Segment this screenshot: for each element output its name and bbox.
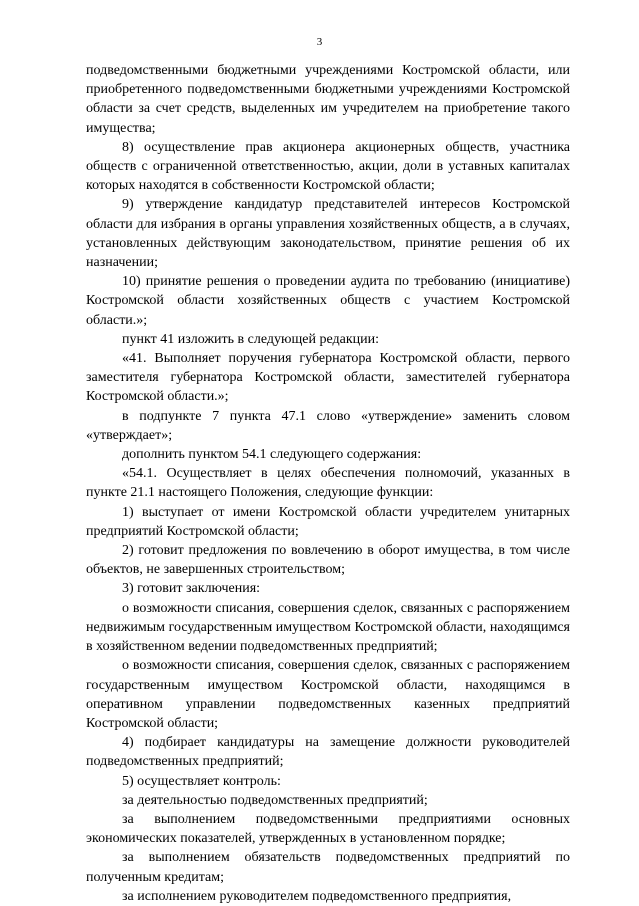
paragraph: подведомственными бюджетными учреждениями Костромской области, или приобретенного подведомственными бюджетными учреждениями Костромской области за счет средств, выделенных им учредителем на приобретение такого имущества;	[86, 63, 570, 136]
paragraph: за выполнением обязательств подведомственных предприятий по полученным кредитам;	[86, 850, 570, 885]
paragraph: 4) подбирает кандидатуры на замещение должности руководителей подведомственных предприятий;	[86, 735, 570, 770]
page-number: 3	[316, 36, 323, 48]
paragraph: «54.1. Осуществляет в целях обеспечения полномочий, указанных в пункте 21.1 настоящего Положения, следующие функции:	[86, 466, 570, 501]
paragraph: 2) готовит предложения по вовлечению в оборот имущества, в том числе объектов, не завершенных строительством;	[86, 543, 570, 578]
paragraph: в подпункте 7 пункта 47.1 слово «утверждение» заменить словом «утверждает»;	[86, 408, 570, 443]
paragraph: за исполнением руководителем подведомственного предприятия,	[122, 888, 512, 904]
paragraph: 3) готовит заключения:	[122, 581, 261, 597]
paragraph: пункт 41 изложить в следующей редакции:	[122, 331, 379, 347]
paragraph: «41. Выполняет поручения губернатора Костромской области, первого заместителя губернатора Костромской области, заместителей губернатора Костромской области.»;	[86, 351, 570, 405]
paragraph: 10) принятие решения о проведении аудита по требованию (инициативе) Костромской области хозяйственных обществ с участием Костромской области.»;	[86, 274, 570, 328]
paragraph: о возможности списания, совершения сделок, связанных с распоряжением недвижимым государственным имуществом Костромской области, находящимся в хозяйственном ведении подведомственных предприятий;	[86, 600, 570, 655]
document-body	[86, 61, 570, 906]
paragraph: 8) осуществление прав акционера акционерных обществ, участника обществ с ограниченной ответственностью, акции, доли в уставных капиталах которых находятся в собственности Костромской области;	[86, 139, 570, 194]
paragraph: за выполнением подведомственными предприятиями основных экономических показателей, утвержденных в установленном порядке;	[86, 811, 570, 847]
paragraph: 1) выступает от имени Костромской области учредителем унитарных предприятий Костромской области;	[86, 504, 570, 539]
paragraph: дополнить пунктом 54.1 следующего содержания:	[122, 447, 422, 463]
paragraph: за деятельностью подведомственных предприятий;	[122, 792, 428, 808]
paragraph: 9) утверждение кандидатур представителей интересов Костромской области для избрания в органы управления хозяйственных обществ, а в случаях, установленных действующим законодательством, принятие решения об их назначении;	[86, 197, 570, 271]
paragraph: 5) осуществляет контроль:	[122, 773, 281, 789]
paragraph: о возможности списания, совершения сделок, связанных с распоряжением государственным имуществом Костромской области, находящимся в оперативном управлении подведомственных казенных предприятий Костромской области;	[86, 658, 570, 731]
